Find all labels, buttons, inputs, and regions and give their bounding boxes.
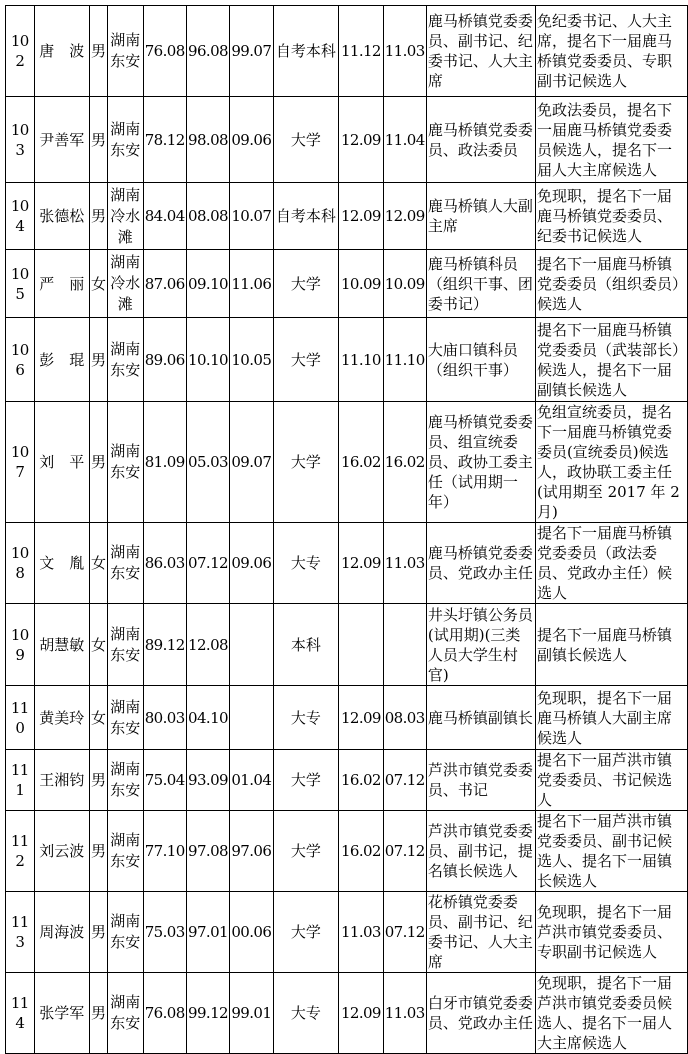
rank-date [339,604,383,686]
rank-date: 11.03 [339,892,383,973]
hometown: 湖南东安 [108,892,144,973]
row-number: 109 [6,604,35,686]
gender: 男 [90,750,108,811]
row-number: 110 [6,686,35,750]
person-name: 张德松 [34,183,89,250]
current-post: 鹿马桥镇党委委员、副书记、纪委书记、人大主席 [426,6,535,97]
education: 大学 [273,750,339,811]
current-post: 芦洪市镇党委委员、书记 [426,750,535,811]
education: 本科 [273,604,339,686]
table-row [6,892,688,973]
table-row [6,686,688,750]
birth-date: 75.03 [143,892,186,973]
education: 大学 [273,402,339,523]
current-post-date: 16.02 [383,402,426,523]
party-join-date: 12.08 [186,604,229,686]
gender: 男 [90,183,108,250]
proposed-appointment: 免组宣统委员，提名下一届鹿马桥镇党委委员(宣统委员)候选人，政协联工委主任(试用期至 2017 年 2 月) [535,402,687,523]
table-row [6,318,688,402]
hometown: 湖南冷水滩 [108,183,144,250]
current-post: 鹿马桥镇党委委员、政法委员 [426,97,535,183]
hometown: 湖南东安 [108,973,144,1054]
party-join-date: 93.09 [186,750,229,811]
current-post-date: 08.03 [383,686,426,750]
party-join-date: 96.08 [186,6,229,97]
education: 自考本科 [273,183,339,250]
hometown: 湖南东安 [108,318,144,402]
hometown: 湖南东安 [108,402,144,523]
birth-date: 76.08 [143,973,186,1054]
gender: 女 [90,250,108,318]
proposed-appointment: 免现职，提名下一届鹿马桥镇党委委员、纪委书记候选人 [535,183,687,250]
birth-date: 86.03 [143,523,186,604]
current-post: 鹿马桥镇人大副主席 [426,183,535,250]
proposed-appointment: 免纪委书记、人大主席，提名下一届鹿马桥镇党委委员、专职副书记候选人 [535,6,687,97]
row-number: 106 [6,318,35,402]
gender: 女 [90,686,108,750]
proposed-appointment: 提名下一届鹿马桥镇党委委员（武装部长）候选人，提名下一届副镇长候选人 [535,318,687,402]
party-join-date: 97.08 [186,811,229,892]
row-number: 113 [6,892,35,973]
gender: 男 [90,892,108,973]
current-post-date [383,604,426,686]
current-post-date: 07.12 [383,750,426,811]
hometown: 湖南东安 [108,811,144,892]
table-row [6,402,688,523]
gender: 男 [90,6,108,97]
current-post: 鹿马桥镇副镇长 [426,686,535,750]
table-row [6,6,688,97]
hometown: 湖南东安 [108,523,144,604]
work-start-date: 99.07 [230,6,273,97]
person-name: 刘云波 [34,811,89,892]
person-name: 文 胤 [34,523,89,604]
party-join-date: 08.08 [186,183,229,250]
current-post-date: 07.12 [383,892,426,973]
hometown: 湖南冷水滩 [108,250,144,318]
birth-date: 81.09 [143,402,186,523]
person-name: 王湘钧 [34,750,89,811]
table-row [6,973,688,1054]
cadre-table [5,5,688,1054]
rank-date: 12.09 [339,973,383,1054]
current-post-date: 11.03 [383,6,426,97]
row-number: 107 [6,402,35,523]
row-number: 103 [6,97,35,183]
work-start-date [230,604,273,686]
rank-date: 12.09 [339,97,383,183]
birth-date: 80.03 [143,686,186,750]
rank-date: 10.09 [339,250,383,318]
current-post: 白牙市镇党委委员、党政办主任 [426,973,535,1054]
proposed-appointment: 免政法委员，提名下一届鹿马桥镇党委委员候选人，提名下一届人大主席候选人 [535,97,687,183]
row-number: 104 [6,183,35,250]
hometown: 湖南东安 [108,750,144,811]
education: 大专 [273,686,339,750]
party-join-date: 98.08 [186,97,229,183]
birth-date: 89.06 [143,318,186,402]
person-name: 张学军 [34,973,89,1054]
gender: 男 [90,97,108,183]
work-start-date [230,686,273,750]
current-post-date: 07.12 [383,811,426,892]
table-row [6,604,688,686]
current-post: 大庙口镇科员（组织干事） [426,318,535,402]
rank-date: 11.10 [339,318,383,402]
education: 自考本科 [273,6,339,97]
proposed-appointment: 提名下一届芦洪市镇党委委员、书记候选人 [535,750,687,811]
gender: 男 [90,318,108,402]
current-post: 芦洪市镇党委委员、副书记，提名镇长候选人 [426,811,535,892]
work-start-date: 99.01 [230,973,273,1054]
row-number: 112 [6,811,35,892]
education: 大学 [273,250,339,318]
party-join-date: 04.10 [186,686,229,750]
education: 大学 [273,892,339,973]
row-number: 102 [6,6,35,97]
birth-date: 78.12 [143,97,186,183]
education: 大学 [273,97,339,183]
table-row [6,811,688,892]
current-post-date: 10.09 [383,250,426,318]
party-join-date: 97.01 [186,892,229,973]
table-row [6,250,688,318]
work-start-date: 01.04 [230,750,273,811]
table-row [6,97,688,183]
row-number: 108 [6,523,35,604]
rank-date: 11.12 [339,6,383,97]
person-name: 胡慧敏 [34,604,89,686]
education: 大专 [273,523,339,604]
person-name: 唐 波 [34,6,89,97]
hometown: 湖南东安 [108,97,144,183]
proposed-appointment: 提名下一届鹿马桥镇党委委员（组织委员）候选人 [535,250,687,318]
row-number: 111 [6,750,35,811]
rank-date: 16.02 [339,811,383,892]
gender: 男 [90,402,108,523]
birth-date: 87.06 [143,250,186,318]
person-name: 尹善军 [34,97,89,183]
proposed-appointment: 提名下一届芦洪市镇党委委员、副书记候选人、提名下一届镇长候选人 [535,811,687,892]
current-post: 井头圩镇公务员(试用期)(三类人员大学生村官) [426,604,535,686]
work-start-date: 09.07 [230,402,273,523]
proposed-appointment: 免现职，提名下一届芦洪市镇党委委员候选人、提名下一届人大主席候选人 [535,973,687,1054]
rank-date: 12.09 [339,183,383,250]
work-start-date: 97.06 [230,811,273,892]
work-start-date: 00.06 [230,892,273,973]
current-post: 鹿马桥镇党委委员、组宣统委员、政协工委主任（试用期一年） [426,402,535,523]
birth-date: 89.12 [143,604,186,686]
row-number: 114 [6,973,35,1054]
person-name: 周海波 [34,892,89,973]
person-name: 严 丽 [34,250,89,318]
proposed-appointment: 免现职，提名下一届鹿马桥镇人大副主席候选人 [535,686,687,750]
rank-date: 12.09 [339,686,383,750]
current-post: 花桥镇党委委员、副书记、纪委书记、人大主席 [426,892,535,973]
birth-date: 76.08 [143,6,186,97]
rank-date: 16.02 [339,402,383,523]
gender: 女 [90,604,108,686]
work-start-date: 09.06 [230,523,273,604]
proposed-appointment: 免现职，提名下一届芦洪市镇党委委员、专职副书记候选人 [535,892,687,973]
current-post-date: 11.10 [383,318,426,402]
birth-date: 77.10 [143,811,186,892]
proposed-appointment: 提名下一届鹿马桥镇副镇长候选人 [535,604,687,686]
work-start-date: 09.06 [230,97,273,183]
work-start-date: 11.06 [230,250,273,318]
person-name: 黄美玲 [34,686,89,750]
gender: 男 [90,811,108,892]
party-join-date: 10.10 [186,318,229,402]
party-join-date: 07.12 [186,523,229,604]
current-post-date: 11.03 [383,523,426,604]
gender: 女 [90,523,108,604]
hometown: 湖南东安 [108,686,144,750]
proposed-appointment: 提名下一届鹿马桥镇党委委员（政法委员、党政办主任）候选人 [535,523,687,604]
work-start-date: 10.07 [230,183,273,250]
table-row [6,523,688,604]
rank-date: 16.02 [339,750,383,811]
table-row [6,750,688,811]
party-join-date: 05.03 [186,402,229,523]
person-name: 刘 平 [34,402,89,523]
birth-date: 84.04 [143,183,186,250]
current-post: 鹿马桥镇党委委员、党政办主任 [426,523,535,604]
work-start-date: 10.05 [230,318,273,402]
current-post-date: 11.04 [383,97,426,183]
birth-date: 75.04 [143,750,186,811]
row-number: 105 [6,250,35,318]
current-post-date: 12.09 [383,183,426,250]
party-join-date: 99.12 [186,973,229,1054]
education: 大专 [273,973,339,1054]
rank-date: 12.09 [339,523,383,604]
party-join-date: 09.10 [186,250,229,318]
hometown: 湖南东安 [108,604,144,686]
current-post-date: 11.03 [383,973,426,1054]
gender: 男 [90,973,108,1054]
table-row [6,183,688,250]
person-name: 彭 琨 [34,318,89,402]
hometown: 湖南东安 [108,6,144,97]
current-post: 鹿马桥镇科员（组织干事、团委书记） [426,250,535,318]
education: 大学 [273,811,339,892]
education: 大学 [273,318,339,402]
